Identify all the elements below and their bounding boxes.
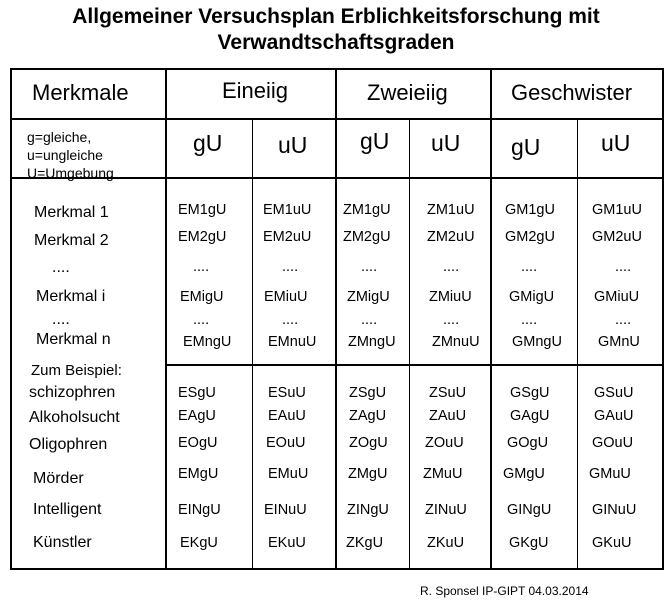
cell-gingu: GINgU xyxy=(507,502,552,518)
row-label-intelligent: Intelligent xyxy=(33,501,102,518)
cell-ellipsis: .... xyxy=(282,312,299,328)
cell-gm2uu: GM2uU xyxy=(592,229,642,245)
cell-ginuu: GINuU xyxy=(592,502,637,518)
cell-ellipsis: .... xyxy=(361,312,378,328)
cell-gkuu: GKuU xyxy=(592,535,632,551)
cell-gm1uu: GM1uU xyxy=(592,202,642,218)
cell-gsuu: GSuU xyxy=(594,385,634,401)
row-label-ellipsis: .... xyxy=(52,259,70,276)
row-label-schizophren: schizophren xyxy=(29,384,116,401)
cell-zm1gu: ZM1gU xyxy=(343,202,391,218)
cell-zauu: ZAuU xyxy=(429,408,467,424)
cell-zmuu: ZMuU xyxy=(423,466,463,482)
subheader-geschwister-gu: gU xyxy=(511,134,541,160)
author-credit: R. Sponsel IP-GIPT 04.03.2014 xyxy=(420,584,589,598)
row-label-heading: Zum Beispiel: xyxy=(31,362,122,379)
cell-em1uu: EM1uU xyxy=(263,202,312,218)
cell-ellipsis: .... xyxy=(193,312,210,328)
cell-ellipsis: .... xyxy=(443,312,460,328)
cell-eingu: EINgU xyxy=(178,502,221,518)
cell-ekuu: EKuU xyxy=(268,535,306,551)
cell-emnuu: EMnuU xyxy=(268,334,317,350)
cell-gouu: GOuU xyxy=(592,435,634,451)
cell-emiuu: EMiuU xyxy=(264,289,308,305)
cell-emgu: EMgU xyxy=(178,466,219,482)
cell-gmigu: GMigU xyxy=(509,289,555,305)
cell-eauu: EAuU xyxy=(268,408,306,424)
cell-zmigu: ZMigU xyxy=(347,289,390,305)
cell-zagu: ZAgU xyxy=(349,408,387,424)
cell-zkuu: ZKuU xyxy=(427,535,465,551)
cell-zm2gu: ZM2gU xyxy=(343,229,391,245)
cell-zingu: ZINgU xyxy=(347,502,389,518)
cell-em2gu: EM2gU xyxy=(178,229,227,245)
cell-emuu: EMuU xyxy=(268,466,309,482)
legend xyxy=(27,128,114,182)
cell-zmiuu: ZMiuU xyxy=(429,289,472,305)
cell-ellipsis: .... xyxy=(521,259,538,275)
sub-divider-geschwister xyxy=(577,118,578,570)
header-divider xyxy=(10,118,664,120)
header-group-eineiig: Eineiig xyxy=(222,78,289,103)
cell-zkgu: ZKgU xyxy=(346,535,384,551)
sub-divider-eineiig xyxy=(252,118,253,570)
cell-ellipsis: .... xyxy=(443,259,460,275)
subheader-zweieiig-gu: gU xyxy=(360,128,390,154)
cell-gmuu: GMuU xyxy=(589,466,631,482)
row-label-moerder: Mörder xyxy=(33,470,84,487)
cell-ekgu: EKgU xyxy=(180,535,218,551)
cell-zsuu: ZSuU xyxy=(429,385,467,401)
row-label-oligophren: Oligophren xyxy=(29,436,108,453)
cell-zogu: ZOgU xyxy=(349,435,388,451)
cell-gogu: GOgU xyxy=(507,435,549,451)
subheader-geschwister-uu: uU xyxy=(601,130,631,156)
legend-line: u=ungleiche xyxy=(27,147,103,163)
header-group-zweieiig: Zweieiig xyxy=(367,80,448,105)
section-divider xyxy=(165,364,664,366)
cell-em2uu: EM2uU xyxy=(263,229,312,245)
cell-zouu: ZOuU xyxy=(425,435,464,451)
cell-zsgu: ZSgU xyxy=(349,385,387,401)
cell-gmgu: GMgU xyxy=(503,466,545,482)
label-column-divider xyxy=(165,68,167,570)
cell-gauu: GAuU xyxy=(594,408,634,424)
cell-gsgu: GSgU xyxy=(510,385,550,401)
cell-ellipsis: .... xyxy=(521,312,538,328)
subheader-eineiig-uu: uU xyxy=(278,132,308,158)
row-label-kuenstler: Künstler xyxy=(33,534,92,551)
cell-gmnu: GMnU xyxy=(598,334,640,350)
subheader-eineiig-gu: gU xyxy=(193,130,223,156)
cell-zmnuu: ZMnuU xyxy=(432,334,480,350)
cell-gagu: GAgU xyxy=(510,408,550,424)
cell-gm1gu: GM1gU xyxy=(505,202,555,218)
cell-ellipsis: .... xyxy=(615,312,632,328)
cell-zinuu: ZINuU xyxy=(425,502,467,518)
title-line-2: Verwandtschaftsgraden xyxy=(217,31,455,54)
cell-emngu: EMngU xyxy=(183,334,232,350)
cell-gm2gu: GM2gU xyxy=(505,229,555,245)
cell-esgu: ESgU xyxy=(178,385,216,401)
cell-zmgu: ZMgU xyxy=(348,466,388,482)
cell-emigu: EMigU xyxy=(180,289,224,305)
cell-gmngu: GMngU xyxy=(512,334,562,350)
row-label-merkmal-n: Merkmal n xyxy=(36,331,111,348)
cell-ellipsis: .... xyxy=(282,259,299,275)
cell-zm2uu: ZM2uU xyxy=(427,229,475,245)
cell-ellipsis: .... xyxy=(193,259,210,275)
cell-ellipsis: .... xyxy=(615,259,632,275)
cell-einuu: EINuU xyxy=(264,502,307,518)
cell-eagu: EAgU xyxy=(178,408,216,424)
cell-esuu: ESuU xyxy=(268,385,306,401)
cell-zm1uu: ZM1uU xyxy=(427,202,475,218)
row-label-merkmal-i: Merkmal i xyxy=(36,288,106,305)
subheader-zweieiig-uu: uU xyxy=(431,130,461,156)
header-merkmale: Merkmale xyxy=(32,80,129,105)
row-label-merkmal-1: Merkmal 1 xyxy=(34,204,109,221)
group-divider-2 xyxy=(490,68,492,570)
header-group-geschwister: Geschwister xyxy=(511,80,633,105)
cell-em1gu: EM1gU xyxy=(178,202,227,218)
cell-gkgu: GKgU xyxy=(509,535,549,551)
cell-eogu: EOgU xyxy=(178,435,218,451)
group-divider-1 xyxy=(335,68,337,570)
row-label-alkoholsucht: Alkoholsucht xyxy=(29,409,120,426)
legend-line: g=gleiche, xyxy=(27,129,92,145)
row-label-merkmal-2: Merkmal 2 xyxy=(34,232,109,249)
legend-line: U=Umgebung xyxy=(27,165,114,181)
row-label-ellipsis: .... xyxy=(52,311,70,328)
cell-eouu: EOuU xyxy=(266,435,306,451)
sub-divider-zweieiig xyxy=(409,118,410,570)
cell-zmngu: ZMngU xyxy=(348,334,396,350)
page-title xyxy=(0,4,672,56)
title-line-1: Allgemeiner Versuchsplan Erblichkeitsforschung mit xyxy=(72,5,600,28)
cell-ellipsis: .... xyxy=(361,259,378,275)
cell-gmiuu: GMiuU xyxy=(594,289,640,305)
